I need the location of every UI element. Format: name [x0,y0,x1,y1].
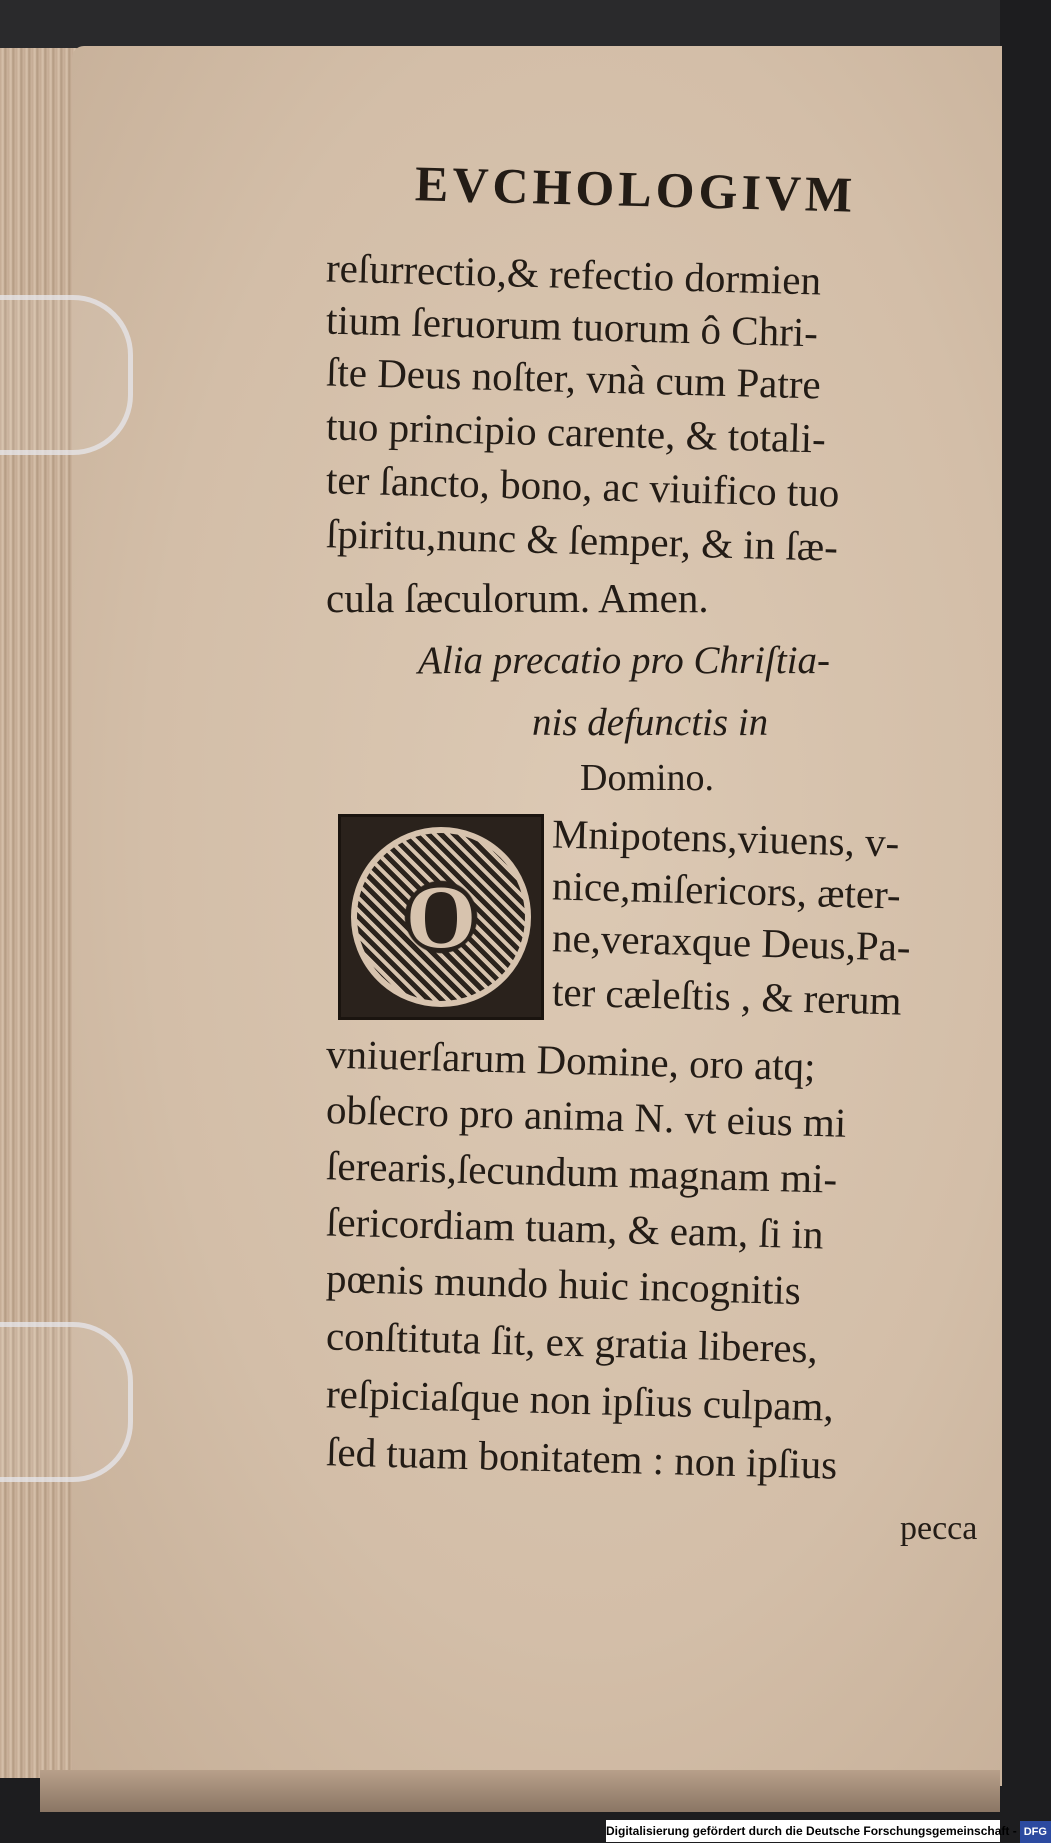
text-line: tuo principio carente, & totali- [325,402,827,462]
dfg-logo: DFG [1020,1821,1051,1843]
initial-letter: O [405,867,476,967]
book-clip-bottom [0,1322,133,1482]
text-line: ſte Deus noſter, vnà cum Patre [325,348,822,408]
section-heading-line: Alia precatio pro Chriſtia- [418,639,831,682]
text-line: ſpiritu,nunc & ſemper, & in ſæ- [325,510,839,570]
page-bottom-edge [40,1770,1000,1812]
text-line: ne,veraxque Deus,Pa- [551,914,912,970]
decorated-initial [338,814,544,1020]
running-header: EVCHOLOGIVM [414,155,857,223]
scan-background [0,0,1000,52]
text-line: ter ſancto, bono, ac viuifico tuo [325,456,841,516]
initial-ornament [351,827,531,1007]
text-line: ſerearis,ſecundum magnam mi- [325,1142,838,1202]
text-line: reſurrectio,& refectio dormien [325,244,822,304]
text-line: nice,miſericors, æter- [551,862,902,918]
book-clip-top [0,295,133,455]
digitization-credit [606,1820,1047,1842]
section-heading-line: nis defunctis in [532,701,769,744]
text-line: ſed tuam bonitatem : non ipſius [325,1428,838,1488]
text-line: Mnipotens,viuens, v- [551,810,900,866]
text-line: reſpiciaſque non ipſius culpam, [325,1370,835,1430]
text-line: obſecro pro anima N. vt eius mi [325,1086,847,1146]
catchword: pecca [900,1510,978,1547]
text-line: ter cæleſtis , & rerum [551,968,903,1024]
section-heading-line: Domino. [580,757,715,799]
text-line: conſtituta ſit, ex gratia liberes, [325,1312,819,1372]
text-line: ſericordiam tuam, & eam, ſi in [325,1198,825,1258]
credit-text: Digitalisierung gefördert durch die Deutsche Forschungsgemeinschaft - [606,1824,1017,1838]
text-line: pœnis mundo huic incognitis [325,1254,802,1314]
text-line: tium ſeruorum tuorum ô Chri- [325,296,819,356]
text-line: vniuerſarum Domine, oro atq; [325,1030,817,1090]
text-line: cula ſæculorum. Amen. [326,575,709,621]
